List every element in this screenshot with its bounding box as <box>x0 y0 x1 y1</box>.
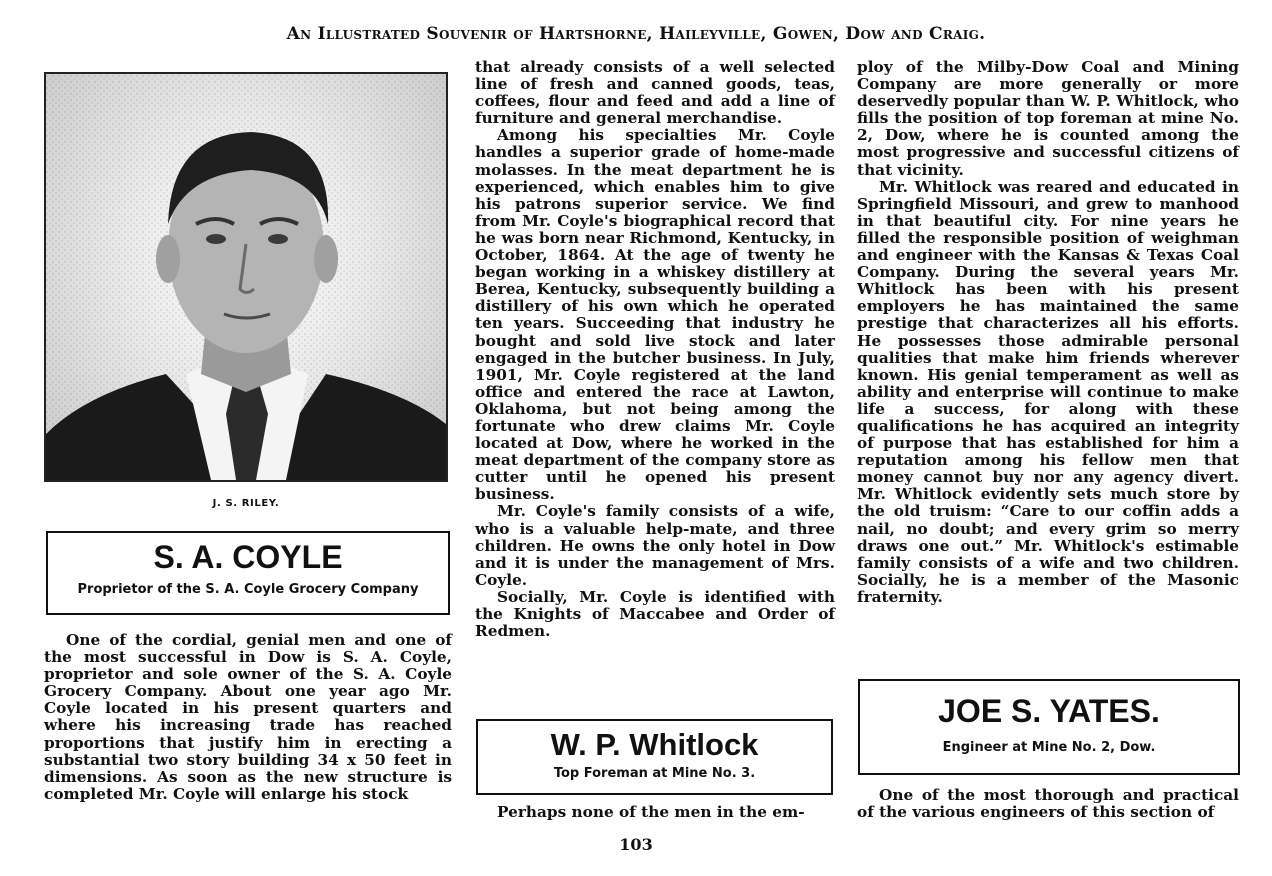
whitlock-name-box <box>476 719 833 795</box>
photo-caption: J. S. RILEY. <box>212 498 280 509</box>
coyle-name: S. A. COYLE <box>153 539 343 575</box>
yates-name-box <box>858 679 1240 775</box>
column-1-text <box>44 632 452 803</box>
whitlock-subtitle: Top Foreman at Mine No. 3. <box>553 766 756 781</box>
whitlock-paragraph-cont: ploy of the Milby-Dow Coal and Mining Company are more generally or more deservedly popular than W. P. Whitlock, who fills the position of top foreman at mine No. 2, Dow, where he is counted among the most progressive and successful citizens of that vicinity. <box>857 58 1239 179</box>
coyle-paragraph-cont: that already consists of a well selected line of fresh and canned goods, teas, coffees, flour and feed and add a line of furniture and general merchandise. <box>475 58 835 128</box>
coyle-name-box <box>46 531 450 615</box>
yates-intro <box>857 787 1239 821</box>
column-3-text <box>857 59 1239 606</box>
coyle-paragraph: One of the cordial, genial men and one of the most successful in Dow is S. A. Coyle, proprietor and sole owner of the S. A. Coyle Grocery Company. About one year ago Mr. Coyle located in his present quarters and where his increasing trade has reached proportions that justify him in erecting a substantial two story building 34 x 50 feet in dimensions. As soon as the new structure is completed Mr. Coyle will enlarge his stock <box>44 631 452 803</box>
portrait-illustration <box>46 74 446 480</box>
coyle-subtitle: Proprietor of the S. A. Coyle Grocery Company <box>77 582 419 597</box>
yates-name: JOE S. YATES. <box>938 693 1160 729</box>
coyle-paragraph: Mr. Coyle's family consists of a wife, who is a valuable help-mate, and three children. He owns the only hotel in Dow and it is under the management of Mrs. Coyle. <box>475 502 835 589</box>
yates-intro-line: One of the most thorough and practical of the various engineers of this section of <box>857 786 1239 822</box>
whitlock-intro-line: Perhaps none of the men in the em- <box>497 803 805 821</box>
page-number: 103 <box>619 835 653 854</box>
portrait-photo <box>44 72 448 482</box>
running-header: An Illustrated Souvenir of Hartshorne, Haileyville, Gowen, Dow and Craig. <box>286 24 986 44</box>
whitlock-name: W. P. Whitlock <box>550 727 759 762</box>
coyle-paragraph: Among his specialties Mr. Coyle handles a superior grade of home-made molasses. In the meat department he is experienced, which enables him to give his patrons superior service. We find from Mr. Coyle's biographical record that he was born near Richmond, Kentucky, in October, 1864. At the age of twenty he began working in a whiskey distillery at Berea, Kentucky, subsequently building a distillery of his own which he operated ten years. Succeeding that industry he bought and sold live stock and later engaged in the butcher business. In July, 1901, Mr. Coyle registered at the land office and entered the race at Lawton, Oklahoma, but not being among the fortunate who drew claims Mr. Coyle located at Dow, where he worked in the meat department of the company store as cutter until he opened his present business. <box>475 126 835 504</box>
whitlock-intro <box>475 804 835 821</box>
column-2-text <box>475 59 835 640</box>
whitlock-paragraph: Mr. Whitlock was reared and educated in Springfield Missouri, and grew to manhood in that beautiful city. For nine years he filled the responsible position of weighman and engineer with the Kansas & Texas Coal Company. During the several years Mr. Whitlock has been with his present employers he has maintained the same prestige that characterizes all his efforts. He possesses those admirable personal qualities that make him friends wherever known. His genial temperament as well as ability and enterprise will continue to make life a success, for along with these qualifications he has acquired an integrity of purpose that has established for him a reputation among his fellow men that money cannot buy nor any agency divert. Mr. Whitlock evidently sets much store by the old truism: “Care to our coffin adds a nail, no doubt; and every grim so merry draws one out.” Mr. Whitlock's estimable family consists of a wife and two children. Socially, he is a member of the Masonic fraternity. <box>857 177 1239 606</box>
coyle-paragraph: Socially, Mr. Coyle is identified with the Knights of Maccabee and Order of Redmen. <box>475 587 835 641</box>
yates-subtitle: Engineer at Mine No. 2, Dow. <box>942 740 1156 755</box>
